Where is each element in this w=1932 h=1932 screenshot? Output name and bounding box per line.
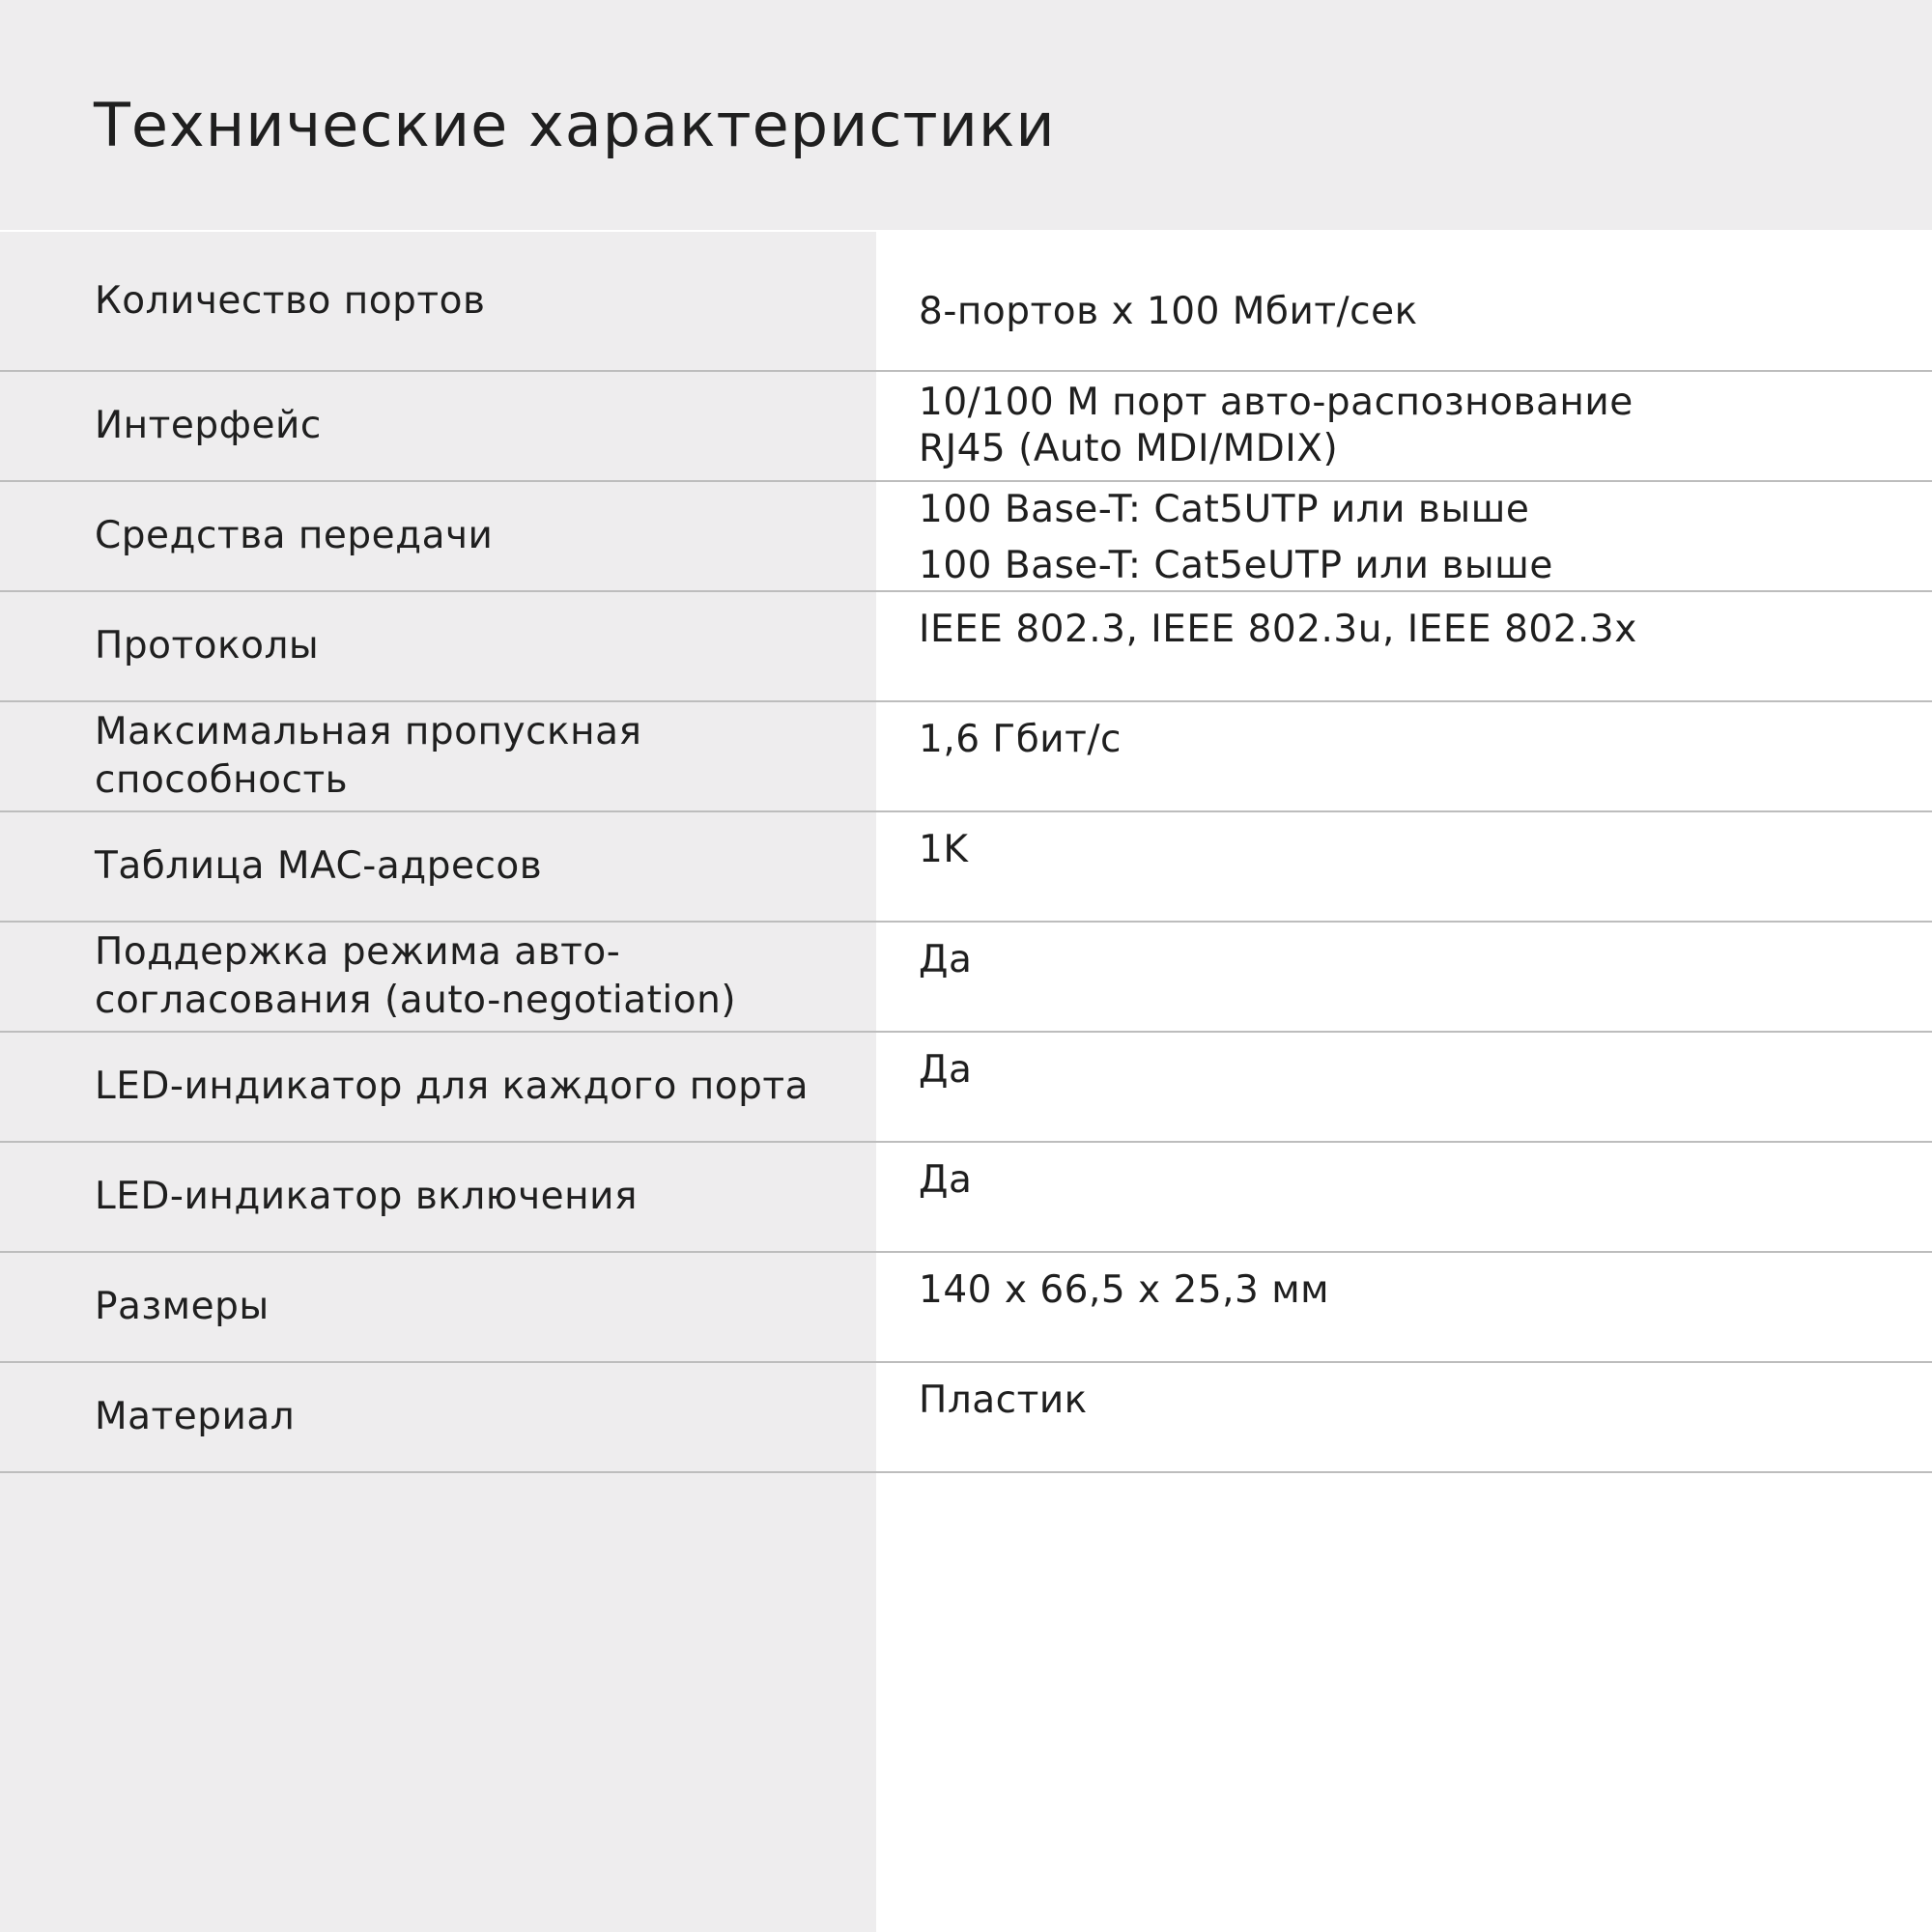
spec-value xyxy=(919,1377,1914,1425)
spec-label: Материал xyxy=(95,1395,296,1438)
spec-label: Средства передачи xyxy=(95,514,494,557)
spec-value-line: 1K xyxy=(919,828,969,871)
spec-row-power-led xyxy=(0,1143,1932,1253)
spec-row-mac-table xyxy=(0,812,1932,923)
spec-label: Размеры xyxy=(95,1285,270,1328)
page-title: Технические характеристики xyxy=(94,90,1056,160)
spec-value xyxy=(919,716,1914,764)
spec-row-bandwidth xyxy=(0,702,1932,812)
spec-label: Количество портов xyxy=(95,278,486,323)
spec-row-auto-negotiation xyxy=(0,923,1932,1033)
spec-label: LED-индикатор включения xyxy=(95,1175,638,1218)
spec-label: Максимальная пропускная способность xyxy=(95,710,642,802)
spec-label: Таблица MAC-адресов xyxy=(95,844,543,888)
spec-label: Поддержка режима авто-согласования (auto-negotiation) xyxy=(95,930,737,1022)
spec-value-line: 100 Base-T: Cat5UTP или выше xyxy=(919,488,1530,531)
spec-value-line: Да xyxy=(919,938,973,981)
spec-row-transmission xyxy=(0,482,1932,592)
spec-value xyxy=(919,1046,1914,1094)
spec-value xyxy=(919,826,1914,874)
spec-value xyxy=(919,1156,1914,1205)
spec-row-interface xyxy=(0,372,1932,482)
spec-table xyxy=(0,232,1932,1473)
spec-value-line: 1,6 Гбит/с xyxy=(919,718,1122,761)
spec-label: LED-индикатор для каждого порта xyxy=(95,1065,809,1108)
spec-value xyxy=(919,606,1914,654)
spec-value-line: Пластик xyxy=(919,1378,1088,1422)
spec-row-port-led xyxy=(0,1033,1932,1143)
spec-value-line: Да xyxy=(919,1158,973,1202)
spec-value-line: 8-портов х 100 Мбит/сек xyxy=(919,290,1418,333)
spec-value-line: 10/100 М порт авто-распознование xyxy=(919,381,1634,424)
spec-value-line: IEEE 802.3, IEEE 802.3u, IEEE 802.3x xyxy=(919,608,1637,651)
spec-value xyxy=(919,482,1914,594)
spec-row-dimensions xyxy=(0,1253,1932,1363)
spec-row-ports xyxy=(0,232,1932,372)
spec-value xyxy=(919,288,1914,336)
spec-value xyxy=(919,1266,1914,1315)
spec-label: Протоколы xyxy=(95,624,320,668)
spec-value-line: 140 х 66,5 х 25,3 мм xyxy=(919,1268,1330,1312)
spec-value xyxy=(919,936,1914,984)
spec-row-protocols xyxy=(0,592,1932,702)
header-band xyxy=(0,0,1932,230)
spec-value-line: 100 Base-T: Cat5eUTP или выше xyxy=(919,544,1553,587)
spec-value-line: Да xyxy=(919,1048,973,1092)
spec-row-material xyxy=(0,1363,1932,1473)
spec-label: Интерфейс xyxy=(95,404,322,447)
spec-value xyxy=(919,380,1914,472)
spec-value-line: RJ45 (Auto MDI/MDIX) xyxy=(919,427,1339,470)
